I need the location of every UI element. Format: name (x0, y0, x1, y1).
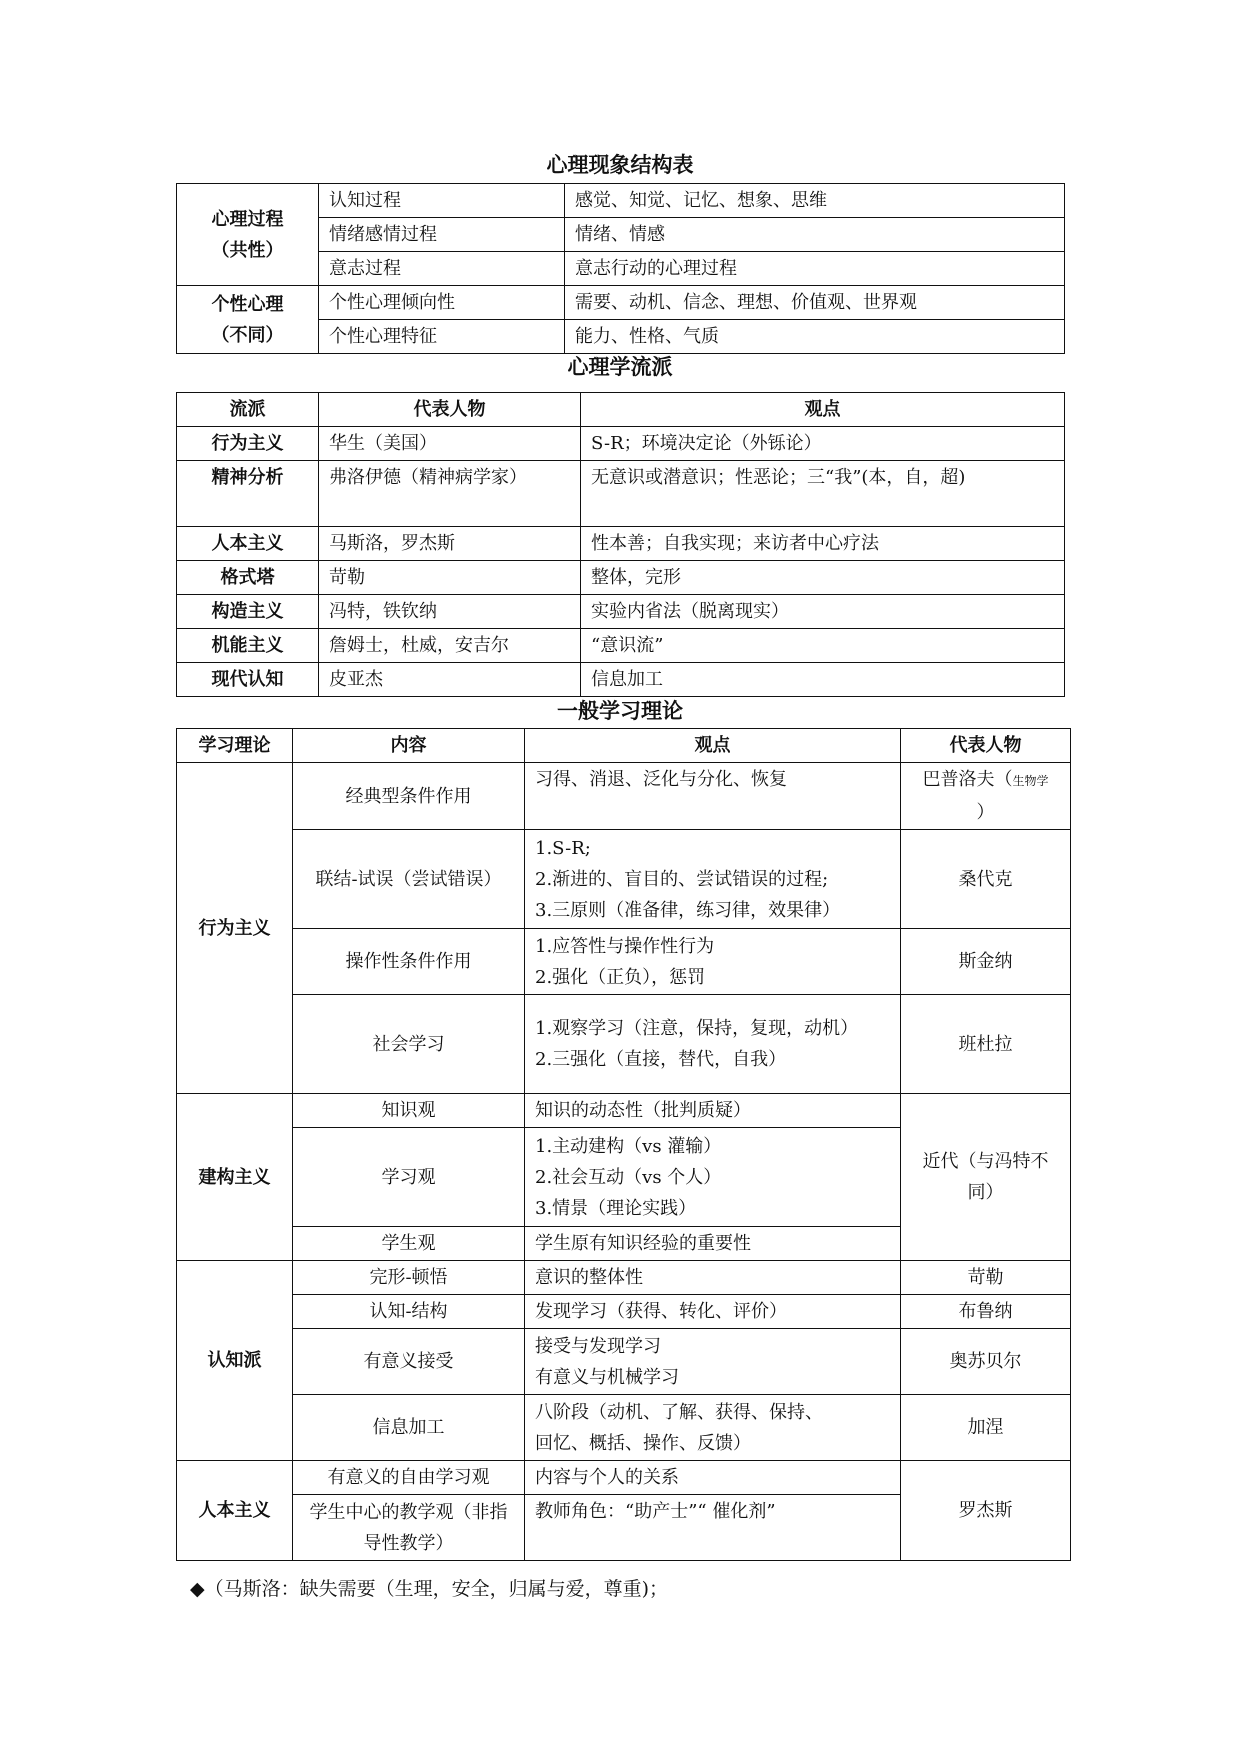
cell-view: 八阶段（动机、了解、获得、保持、 回忆、概括、操作、反馈） (525, 1395, 901, 1461)
cell-content: 经典型条件作用 (293, 763, 525, 830)
cell-name: 个性心理倾向性 (319, 286, 565, 320)
table-row (177, 1261, 1071, 1295)
title-learning-theory: 一般学习理论 (557, 698, 683, 723)
cell-school: 机能主义 (177, 629, 319, 663)
cell-name: 意志过程 (319, 252, 565, 286)
group-constructivism: 建构主义 (177, 1094, 293, 1261)
cell-name: 情绪感情过程 (319, 218, 565, 252)
table-row (177, 1395, 1071, 1461)
cell-name: 个性心理特征 (319, 320, 565, 354)
group-personality: 个性心理 （不同） (177, 286, 319, 354)
cell-content: 学生观 (293, 1227, 525, 1261)
header-view: 观点 (525, 729, 901, 763)
cell-desc: 情绪、情感 (565, 218, 1065, 252)
cell-view: 内容与个人的关系 (525, 1461, 901, 1495)
cell-school: 格式塔 (177, 561, 319, 595)
table-row (177, 1461, 1071, 1495)
table-psych-schools (176, 392, 1065, 697)
table-row (177, 1094, 1071, 1128)
cell-view: 信息加工 (581, 663, 1065, 697)
cell-view: 1.S-R; 2.渐进的、盲目的、尝试错误的过程; 3.三原则（准备律，练习律，效果律） (525, 830, 901, 929)
cell-view: 习得、消退、泛化与分化、恢复 (525, 763, 901, 830)
cell-content: 认知-结构 (293, 1295, 525, 1329)
title-psych-schools: 心理学流派 (567, 354, 673, 379)
cell-school: 精神分析 (177, 461, 319, 527)
cell-person: 詹姆士，杜威，安吉尔 (319, 629, 581, 663)
table-row (177, 830, 1071, 929)
cell-person: 冯特，铁钦纳 (319, 595, 581, 629)
table-row (177, 1329, 1071, 1395)
cell-person: 斯金纳 (901, 929, 1071, 995)
header-person: 代表人物 (319, 393, 581, 427)
cell-content: 学生中心的教学观（非指导性教学） (293, 1495, 525, 1561)
cell-school: 行为主义 (177, 427, 319, 461)
table-row (177, 286, 1065, 320)
table-row (177, 763, 1071, 830)
cell-view: 知识的动态性（批判质疑） (525, 1094, 901, 1128)
cell-person: 班杜拉 (901, 995, 1071, 1094)
table-row (177, 929, 1071, 995)
cell-view: 1.观察学习（注意，保持，复现，动机） 2.三强化（直接，替代，自我） (525, 995, 901, 1094)
cell-school: 人本主义 (177, 527, 319, 561)
title-psych-structure: 心理现象结构表 (546, 152, 694, 177)
cell-person: 弗洛伊德（精神病学家） (319, 461, 581, 527)
table-row (177, 561, 1065, 595)
table-row (177, 629, 1065, 663)
group-cognitive: 认知派 (177, 1261, 293, 1461)
cell-school: 现代认知 (177, 663, 319, 697)
cell-person: 苛勒 (319, 561, 581, 595)
cell-view: 无意识或潜意识；性恶论；三“我”(本，自，超) (581, 461, 1065, 527)
header-theory: 学习理论 (177, 729, 293, 763)
table-row (177, 461, 1065, 527)
cell-person: 近代（与冯特不同） (901, 1094, 1071, 1261)
cell-person: 布鲁纳 (901, 1295, 1071, 1329)
cell-person: 华生（美国） (319, 427, 581, 461)
cell-view: 意识的整体性 (525, 1261, 901, 1295)
table-psych-structure (176, 183, 1065, 354)
cell-person: 皮亚杰 (319, 663, 581, 697)
cell-content: 信息加工 (293, 1395, 525, 1461)
cell-content: 学习观 (293, 1128, 525, 1227)
cell-content: 知识观 (293, 1094, 525, 1128)
cell-view: 1.应答性与操作性行为 2.强化（正负），惩罚 (525, 929, 901, 995)
cell-person: 苛勒 (901, 1261, 1071, 1295)
cell-content: 联结-试误（尝试错误） (293, 830, 525, 929)
cell-view: 教师角色：“助产士”“ 催化剂” (525, 1495, 901, 1561)
cell-desc: 需要、动机、信念、理想、价值观、世界观 (565, 286, 1065, 320)
cell-person: 巴普洛夫（生物学 ） (901, 763, 1071, 830)
header-content: 内容 (293, 729, 525, 763)
cell-view: 整体，完形 (581, 561, 1065, 595)
table-row (177, 1295, 1071, 1329)
cell-view: 发现学习（获得、转化、评价） (525, 1295, 901, 1329)
table-row (177, 595, 1065, 629)
cell-person: 罗杰斯 (901, 1461, 1071, 1561)
cell-view: “意识流” (581, 629, 1065, 663)
cell-content: 社会学习 (293, 995, 525, 1094)
table-header-row (177, 393, 1065, 427)
cell-person: 马斯洛，罗杰斯 (319, 527, 581, 561)
cell-person: 桑代克 (901, 830, 1071, 929)
cell-person: 加涅 (901, 1395, 1071, 1461)
header-school: 流派 (177, 393, 319, 427)
cell-content: 操作性条件作用 (293, 929, 525, 995)
cell-school: 构造主义 (177, 595, 319, 629)
cell-content: 有意义的自由学习观 (293, 1461, 525, 1495)
cell-content: 完形-顿悟 (293, 1261, 525, 1295)
table-row (177, 995, 1071, 1094)
footnote-maslow: ◆（马斯洛：缺失需要（生理，安全，归属与爱，尊重)； (190, 1578, 669, 1600)
table-row (177, 184, 1065, 218)
cell-view: 实验内省法（脱离现实） (581, 595, 1065, 629)
group-behaviorism: 行为主义 (177, 763, 293, 1094)
cell-person: 奥苏贝尔 (901, 1329, 1071, 1395)
header-person: 代表人物 (901, 729, 1071, 763)
cell-content: 有意义接受 (293, 1329, 525, 1395)
table-learning-theory (176, 728, 1071, 1561)
table-header-row (177, 729, 1071, 763)
table-row (177, 527, 1065, 561)
header-view: 观点 (581, 393, 1065, 427)
group-mental-process: 心理过程 （共性） (177, 184, 319, 286)
cell-view: 接受与发现学习 有意义与机械学习 (525, 1329, 901, 1395)
cell-view: S-R；环境决定论（外铄论） (581, 427, 1065, 461)
cell-name: 认知过程 (319, 184, 565, 218)
cell-desc: 能力、性格、气质 (565, 320, 1065, 354)
cell-view: 性本善；自我实现；来访者中心疗法 (581, 527, 1065, 561)
cell-view: 1.主动建构（vs 灌输） 2.社会互动（vs 个人） 3.情景（理论实践） (525, 1128, 901, 1227)
table-row (177, 427, 1065, 461)
cell-desc: 意志行动的心理过程 (565, 252, 1065, 286)
group-humanism: 人本主义 (177, 1461, 293, 1561)
cell-desc: 感觉、知觉、记忆、想象、思维 (565, 184, 1065, 218)
table-row (177, 663, 1065, 697)
cell-view: 学生原有知识经验的重要性 (525, 1227, 901, 1261)
